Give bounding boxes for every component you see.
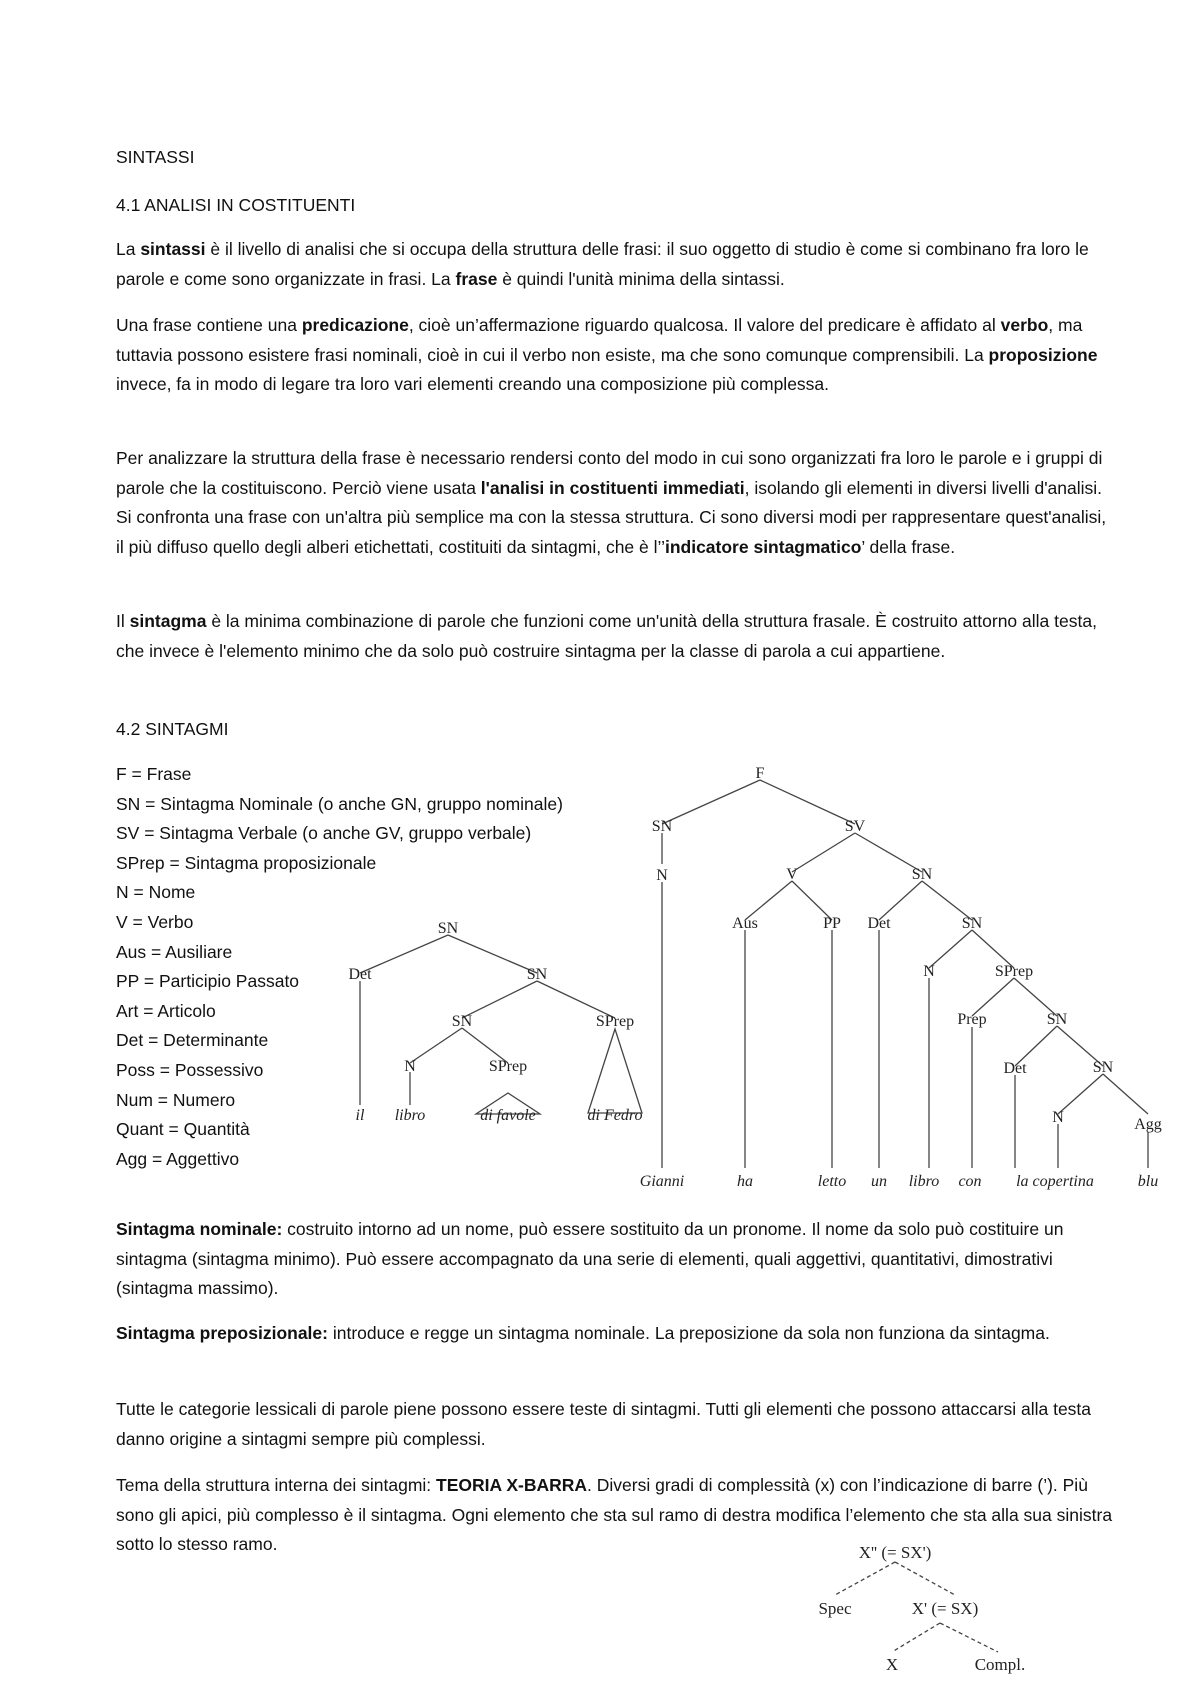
leaf-word: blu bbox=[1137, 1173, 1159, 1190]
node-label: PP bbox=[823, 915, 841, 932]
legend-item: SPrep = Sintagma proposizionale bbox=[116, 852, 377, 873]
legend-item: Num = Numero bbox=[116, 1089, 236, 1110]
node-label: Agg bbox=[1134, 1116, 1162, 1133]
leaf-word: Gianni bbox=[639, 1173, 685, 1190]
node-label: Det bbox=[867, 915, 891, 932]
x-bar-schema bbox=[800, 1540, 1060, 1680]
paragraph-sintagma-nominale: Sintagma nominale: costruito intorno ad un nome, può essere sostituito da un pronome. Il nome da solo può costituire un sintagma (sintagma minimo). Può essere accompagnato da una serie di elementi, quali aggettivi, quantitativi, dimostrativi (sintagma massimo). bbox=[116, 1219, 1064, 1298]
node-label: N bbox=[923, 963, 935, 980]
node-label: SPrep bbox=[595, 1013, 635, 1030]
xbar-head-node: X bbox=[885, 1655, 899, 1674]
legend-item: F = Frase bbox=[116, 764, 192, 784]
legend-item: Poss = Possessivo bbox=[116, 1059, 264, 1080]
leaf-word: di favole bbox=[480, 1107, 536, 1124]
xbar-top-node: X'' (= SX') bbox=[858, 1543, 932, 1562]
paragraph-categorie-lessicali: Tutte le categorie lessicali di parole piene possono essere teste di sintagmi. Tutti gli elementi che possono attaccarsi alla testa danno origine a sintagmi sempre più complessi. bbox=[116, 1399, 1092, 1449]
node-label: Prep bbox=[957, 1011, 987, 1028]
paragraph-teoria-x-barra: Tema della struttura interna dei sintagmi: TEORIA X-BARRA. Diversi gradi di complessità (x) con l’indicazione di barre (’). Più sono gli apici, più complesso è il sintagma. Ogni elemento che sta sul ramo di destra modifica l’elemento che sta alla sua sinistra sotto lo stesso ramo. bbox=[116, 1475, 1113, 1554]
node-label: SN bbox=[911, 866, 933, 883]
leaf-word: ha bbox=[737, 1173, 753, 1190]
leaf-word: libro bbox=[908, 1173, 940, 1190]
paragraph-sintagma: Il sintagma è la minima combinazione di parole che funzioni come un'unità della struttura frasale. È costruito attorno alla testa, che invece è l'elemento minimo che da solo può costruire sintagma per la classe di parola a cui appartiene. bbox=[116, 611, 1097, 661]
node-label: SN bbox=[651, 818, 673, 835]
xbar-spec-node: Spec bbox=[818, 1599, 852, 1618]
leaf-word: letto bbox=[817, 1173, 847, 1190]
node-label: SN bbox=[451, 1013, 473, 1030]
leaf-word: un bbox=[871, 1173, 887, 1190]
legend-item: Aus = Ausiliare bbox=[116, 941, 233, 962]
paragraph-sintassi: La sintassi è il livello di analisi che si occupa della struttura delle frasi: il suo oggetto di studio è come si combinano fra loro le parole e come sono organizzate in frasi. La frase è quindi l'unità minima della sintassi. bbox=[116, 239, 1089, 289]
legend-item: SV = Sintagma Verbale (o anche GV, gruppo verbale) bbox=[116, 823, 532, 844]
xbar-compl-node: Compl. bbox=[974, 1655, 1026, 1674]
paragraph-analisi-costituenti: Per analizzare la struttura della frase è necessario rendersi conto del modo in cui sono organizzati fra loro le parole e i gruppi di parole che la costituiscono. Perciò viene usata l'analisi in costituenti immediati, isolando gli elementi in diversi livelli d'analisi. Si confronta una frase con un'altra più semplice ma con la stessa struttura. Ci sono diversi modi per rappresentare quest'analisi, il più diffuso quello degli alberi etichettati, costituiti da sintagmi, che è l’’indicatore sintagmatico’ della frase. bbox=[116, 448, 1107, 557]
node-label: SN bbox=[526, 966, 548, 983]
syntax-tree-large bbox=[620, 760, 1180, 1200]
section-heading-4-1: 4.1 ANALISI IN COSTITUENTI bbox=[116, 195, 356, 215]
node-label: N bbox=[1052, 1109, 1064, 1126]
leaf-word: libro bbox=[394, 1107, 426, 1124]
legend-item: Agg = Aggettivo bbox=[116, 1148, 240, 1169]
node-label: SN bbox=[1046, 1011, 1068, 1028]
node-label: SPrep bbox=[488, 1058, 528, 1075]
node-label: SV bbox=[844, 818, 866, 835]
leaf-word: di Fedro bbox=[587, 1107, 643, 1124]
paragraph-sintagma-preposizionale: Sintagma preposizionale: introduce e regge un sintagma nominale. La preposizione da sola non funziona da sintagma. bbox=[116, 1323, 1050, 1343]
leaf-word: con bbox=[958, 1173, 982, 1190]
paragraph-predicazione: Una frase contiene una predicazione, cioè un’affermazione riguardo qualcosa. Il valore del predicare è affidato al verbo, ma tuttavia possono esistere frasi nominali, cioè in cui il verbo non esiste, ma che sono comunque comprensibili. La proposizione invece, fa in modo di legare tra loro vari elementi creando una composizione più complessa. bbox=[116, 315, 1098, 394]
node-label: Aus bbox=[732, 915, 758, 932]
node-label: SN bbox=[961, 915, 983, 932]
legend-item: Quant = Quantità bbox=[116, 1119, 250, 1140]
node-label: F bbox=[755, 765, 765, 782]
node-label: SN bbox=[1092, 1059, 1114, 1076]
node-label: Det bbox=[1003, 1060, 1027, 1077]
leaf-word: la copertina bbox=[1016, 1173, 1094, 1190]
node-label: SPrep bbox=[994, 963, 1034, 980]
legend-item: N = Nome bbox=[116, 882, 196, 903]
node-label: V bbox=[786, 866, 798, 883]
document-title: SINTASSI bbox=[116, 147, 195, 167]
section-heading-4-2: 4.2 SINTAGMI bbox=[116, 719, 229, 739]
node-label: SN bbox=[437, 920, 459, 937]
leaf-word: il bbox=[355, 1107, 365, 1124]
legend-item: SN = Sintagma Nominale (o anche GN, gruppo nominale) bbox=[116, 793, 563, 814]
legend-item: PP = Participio Passato bbox=[116, 971, 300, 992]
node-label: N bbox=[404, 1058, 416, 1075]
node-label: N bbox=[656, 867, 668, 884]
legend-item: V = Verbo bbox=[116, 911, 194, 932]
legend-item: Art = Articolo bbox=[116, 1000, 216, 1021]
node-label: Det bbox=[348, 966, 372, 983]
xbar-mid-node: X' (= SX) bbox=[911, 1599, 979, 1618]
legend-item: Det = Determinante bbox=[116, 1030, 269, 1051]
